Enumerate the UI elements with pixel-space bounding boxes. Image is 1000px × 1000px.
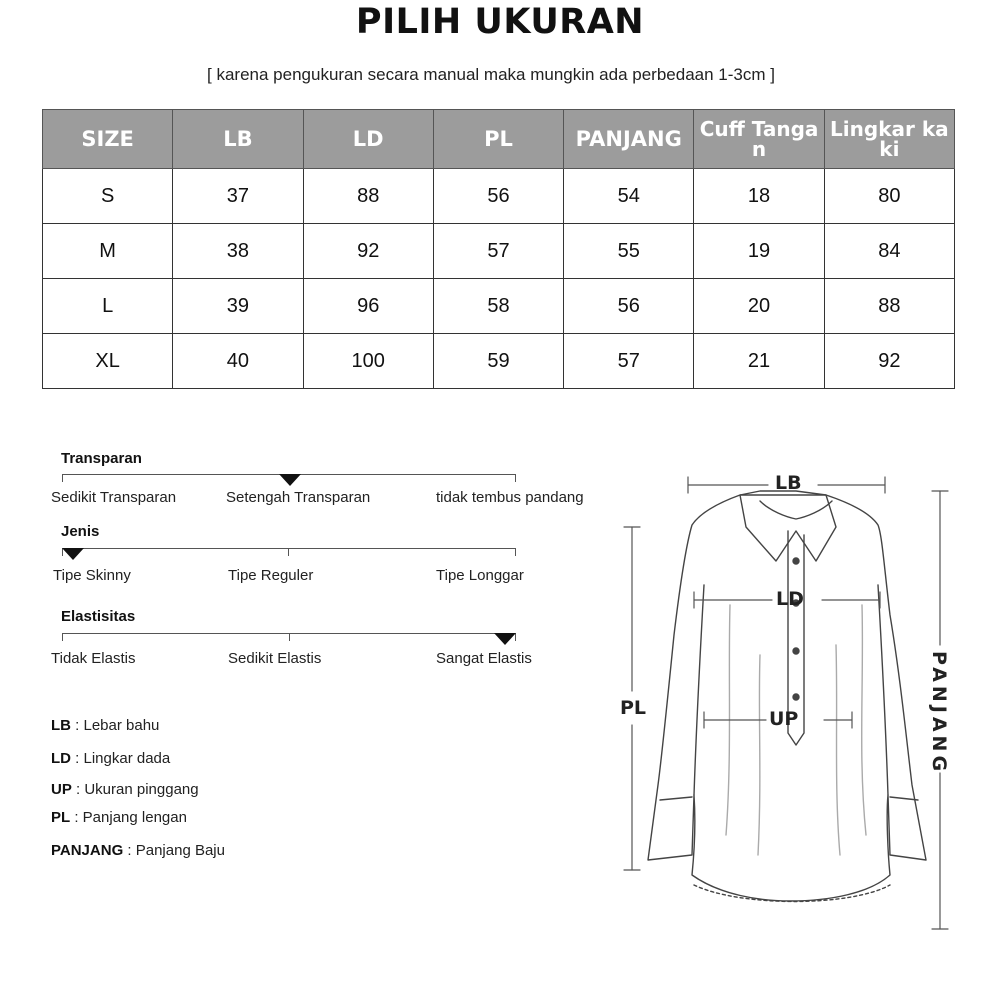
fit-type-scale — [0, 523, 620, 583]
scale-tick — [288, 548, 289, 556]
scale-tick — [62, 633, 63, 641]
legend-item — [51, 809, 187, 826]
scale-title: Transparan — [61, 450, 142, 467]
column-header-pl: PL — [433, 110, 563, 169]
selected-marker-icon — [62, 548, 84, 560]
table-cell: 88 — [824, 279, 954, 334]
legend-item — [51, 781, 199, 798]
table-cell: 20 — [694, 279, 824, 334]
legend-abbr: LD — [51, 750, 71, 767]
scale-option-selected: Tipe Skinny — [53, 567, 131, 584]
table-cell: 58 — [433, 279, 563, 334]
table-cell: 21 — [694, 334, 824, 389]
diagram-label-up: UP — [769, 708, 799, 730]
table-cell: 37 — [173, 169, 303, 224]
size-cell: S — [43, 169, 173, 224]
diagram-label-lb: LB — [775, 472, 802, 494]
table-cell: 39 — [173, 279, 303, 334]
scale-option: Sedikit Transparan — [51, 489, 177, 506]
size-table — [42, 109, 955, 389]
measurement-diagram — [600, 455, 1000, 945]
table-cell: 84 — [824, 224, 954, 279]
legend-desc: : Lingkar dada — [71, 750, 171, 767]
legend-abbr: LB — [51, 717, 71, 734]
legend-item — [51, 750, 170, 767]
scale-option: Tipe Reguler — [228, 567, 314, 584]
table-cell: 54 — [564, 169, 694, 224]
legend-desc: : Panjang Baju — [123, 842, 225, 859]
size-cell: M — [43, 224, 173, 279]
elasticity-scale — [0, 608, 620, 668]
table-cell: 57 — [564, 334, 694, 389]
table-cell: 92 — [824, 334, 954, 389]
size-cell: XL — [43, 334, 173, 389]
legend-desc: : Lebar bahu — [71, 717, 160, 734]
legend-desc: : Panjang lengan — [70, 809, 187, 826]
table-row — [43, 279, 955, 334]
table-cell: 40 — [173, 334, 303, 389]
column-header-lb: LB — [173, 110, 303, 169]
table-cell: 59 — [433, 334, 563, 389]
table-cell: 92 — [303, 224, 433, 279]
legend-item — [51, 842, 225, 859]
scale-title: Elastisitas — [61, 608, 136, 625]
legend-desc: : Ukuran pinggang — [71, 781, 199, 798]
table-cell: 38 — [173, 224, 303, 279]
transparency-scale — [0, 450, 620, 510]
scale-tick — [289, 633, 290, 641]
scale-option-selected: Sangat Elastis — [436, 650, 532, 667]
scale-tick — [62, 474, 63, 482]
table-cell: 56 — [433, 169, 563, 224]
table-cell: 80 — [824, 169, 954, 224]
column-header-cuff: Cuff Tangan — [694, 110, 824, 169]
scale-option: tidak tembus pandang — [436, 489, 584, 506]
diagram-label-ld: LD — [776, 588, 804, 610]
column-header-lingkar-kaki: Lingkar kaki — [824, 110, 954, 169]
measurement-note: [ karena pengukuran secara manual maka mungkin ada perbedaan 1-3cm ] — [207, 65, 775, 84]
scale-option: Tipe Longgar — [436, 567, 524, 584]
table-cell: 55 — [564, 224, 694, 279]
scale-title: Jenis — [61, 523, 100, 540]
table-row — [43, 224, 955, 279]
table-cell: 100 — [303, 334, 433, 389]
legend-item — [51, 717, 159, 734]
selected-marker-icon — [279, 474, 301, 486]
table-cell: 96 — [303, 279, 433, 334]
legend-abbr: UP — [51, 781, 72, 798]
column-header-panjang: PANJANG — [564, 110, 694, 169]
column-header-size: SIZE — [43, 110, 173, 169]
table-row — [43, 334, 955, 389]
scale-option: Sedikit Elastis — [228, 650, 322, 667]
diagram-label-pl: PL — [620, 697, 647, 719]
scale-tick — [515, 548, 516, 556]
table-cell: 57 — [433, 224, 563, 279]
table-row — [43, 169, 955, 224]
page-title: PILIH UKURAN — [355, 2, 645, 42]
diagram-label-panjang: PANJANG — [928, 651, 950, 776]
scale-tick — [515, 474, 516, 482]
scale-option: Tidak Elastis — [51, 650, 136, 667]
legend-abbr: PANJANG — [51, 842, 124, 859]
table-cell: 18 — [694, 169, 824, 224]
table-cell: 19 — [694, 224, 824, 279]
scale-option-selected: Setengah Transparan — [226, 489, 371, 506]
table-cell: 56 — [564, 279, 694, 334]
legend-abbr: PL — [51, 809, 71, 826]
column-header-ld: LD — [303, 110, 433, 169]
table-header-row — [43, 110, 955, 169]
selected-marker-icon — [494, 633, 516, 645]
table-cell: 88 — [303, 169, 433, 224]
size-cell: L — [43, 279, 173, 334]
